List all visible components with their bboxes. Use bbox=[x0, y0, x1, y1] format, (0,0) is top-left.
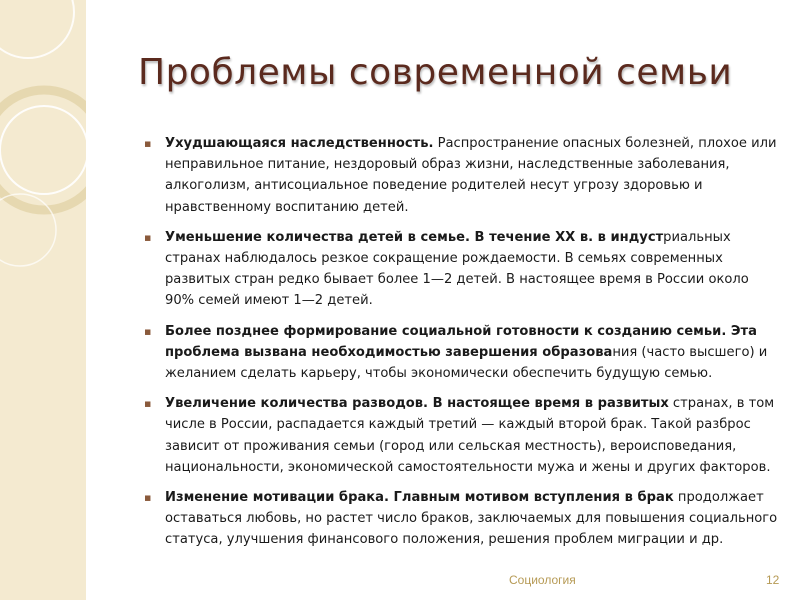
item-heading: Уменьшение количества детей в семье. В течение XX в. в индуст bbox=[165, 229, 664, 245]
item-text: Распространение опасных болезней, плохое или неправильное питание, нездоровый образ жизни, наследственные заболевания, алкоголизм, антисоциальное поведение родителей несут угрозу здоровью и нравственному воспитанию детей. bbox=[165, 136, 777, 215]
item-heading: Ухудшающаяся наследственность. bbox=[165, 136, 434, 151]
list-item bbox=[142, 227, 782, 312]
item-heading: Увеличение количества разводов. В настоящее время в развитых bbox=[165, 396, 669, 412]
item-heading: Более позднее формирование социальной готовности к созданию семьи. Эта проблема вызвана необходимостью завершения образова bbox=[165, 323, 757, 360]
item-text: ния (часто высшего) и желанием сделать карьеру, чтобы экономически обеспечить будущую семью. bbox=[165, 344, 768, 382]
bullet-icon: ▪ bbox=[144, 137, 152, 150]
footer-subject: Социология bbox=[509, 573, 576, 587]
bullet-list bbox=[142, 133, 782, 560]
item-text: продолжает оставаться любовь, но растет число браков, заключаемых для повышения социального статуса, улучшения финансового положения, решения проблем миграции и др. bbox=[165, 490, 778, 548]
item-text: риальных странах наблюдалось резкое сокращение рождаемости. В семьях современных развитых стран редко бывает более 1—2 детей. В настоящее время в России около 90% семей имеют 1—2 детей. bbox=[165, 229, 749, 309]
bullet-icon: ▪ bbox=[144, 491, 152, 505]
decorative-side-band bbox=[0, 0, 86, 600]
bullet-icon: ▪ bbox=[144, 324, 152, 338]
page-number: 12 bbox=[766, 573, 780, 587]
bullet-icon: ▪ bbox=[144, 230, 152, 244]
list-item bbox=[142, 487, 782, 551]
list-item bbox=[142, 133, 782, 218]
list-item bbox=[142, 321, 782, 385]
slide-title: Проблемы современной семьи bbox=[138, 52, 733, 93]
decorative-circles bbox=[0, 0, 86, 600]
list-item bbox=[142, 393, 782, 478]
item-heading: Изменение мотивации брака. Главным мотивом вступления в брак bbox=[165, 490, 674, 506]
bullet-icon: ▪ bbox=[144, 397, 152, 411]
item-text: странах, в том числе в России, распадается каждый третий — каждый второй брак. Такой разброс зависит от проживания семьи (город или сельская местность), вероисповедания, национальности, экономической самостоятельности мужа и жены и других факторов. bbox=[165, 396, 775, 475]
